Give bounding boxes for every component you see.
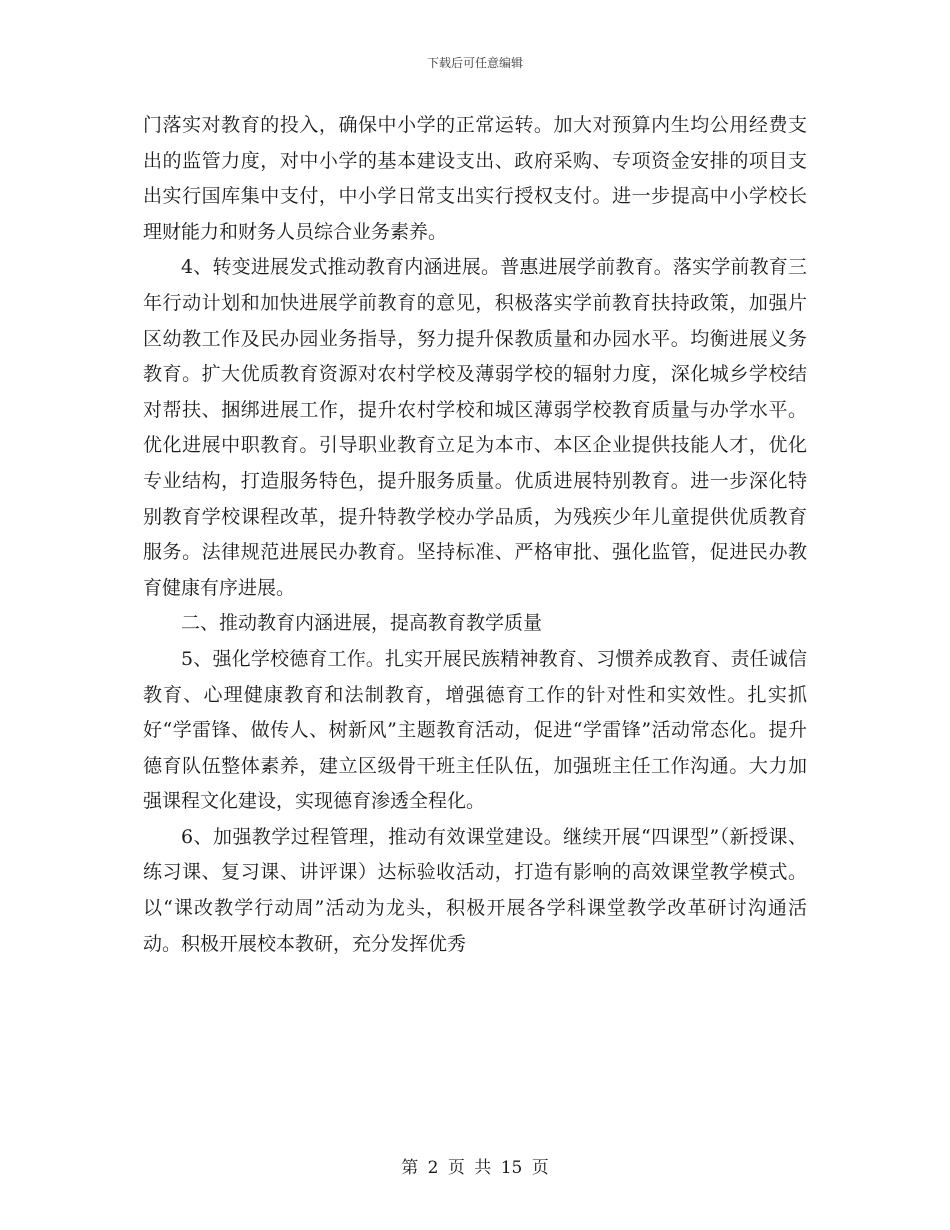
paragraph-continuation: 门落实对教育的投入，确保中小学的正常运转。加大对预算内生均公用经费支出的监管力度，对中小学的基本建设支出、政府采购、专项资金安排的项目支出实行国库集中支付，中小学日常支出实行授权支付。进一步提高中小学校长理财能力和财务人员综合业务素养。 (143, 114, 807, 243)
paragraph-item-6: 6、加强教学过程管理，推动有效课堂建设。继续开展“四课型”（新授课、练习课、复习课、讲评课）达标验收活动，打造有影响的高效课堂教学模式。以“课改教学行动周”活动为龙头，积极开展各学科课堂教学改革研讨沟通活动。积极开展校本教研，充分发挥优秀 (143, 825, 807, 955)
paragraph-item-5: 5、强化学校德育工作。扎实开展民族精神教育、习惯养成教育、责任诚信教育、心理健康教育和法制教育，增强德育工作的针对性和实效性。扎实抓好“学雷锋、做传人、树新风”主题教育活动，促进“学雷锋”活动常态化。提升德育队伍整体素养，建立区级骨干班主任队伍，加强班主任工作沟通。大力加强课程文化建设，实现德育渗透全程化。 (143, 647, 807, 813)
page-footer-page-number: 第 2 页 共 15 页 (401, 1158, 549, 1178)
section-heading-2: 二、推动教育内涵进展，提高教育教学质量 (181, 612, 543, 635)
page-header: 下载后可任意编辑 (426, 56, 523, 70)
document-body (143, 108, 807, 962)
paragraph-item-4: 4、转变进展发式推动教育内涵进展。普惠进展学前教育。落实学前教育三年行动计划和加快进展学前教育的意见，积极落实学前教育扶持政策，加强片区幼教工作及民办园业务指导，努力提升保教质量和办园水平。均衡进展义务教育。扩大优质教育资源对农村学校及薄弱学校的辐射力度，深化城乡学校结对帮扶、捆绑进展工作，提升农村学校和城区薄弱学校教育质量与办学水平。优化进展中职教育。引导职业教育立足为本市、本区企业提供技能人才，优化专业结构，打造服务特色，提升服务质量。优质进展特别教育。进一步深化特别教育学校课程改革，提升特教学校办学品质，为残疾少年儿童提供优质教育服务。法律规范进展民办教育。坚持标准、严格审批、强化监管，促进民办教育健康有序进展。 (143, 256, 807, 599)
